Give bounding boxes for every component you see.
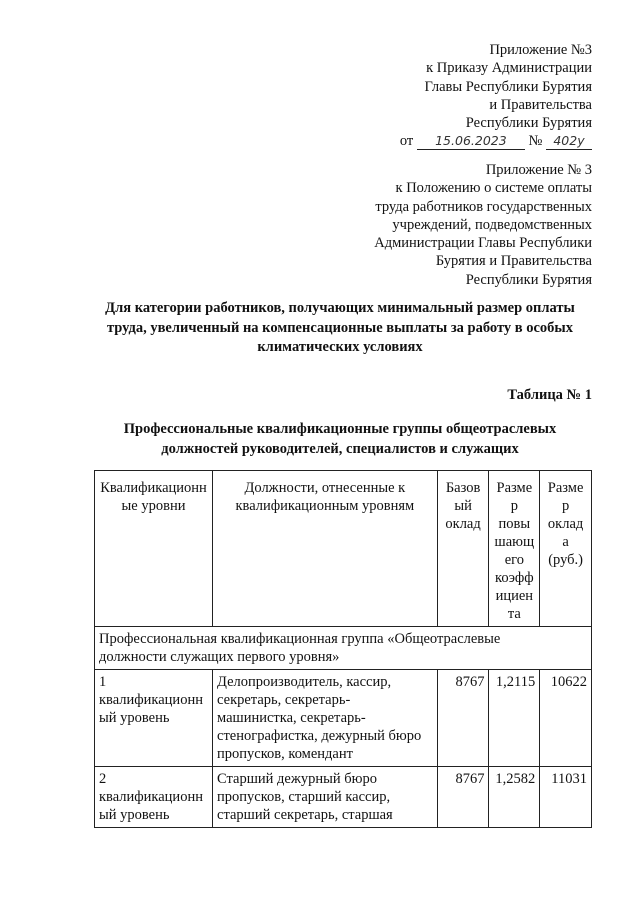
appendix-regulation-line: Республики Бурятия bbox=[465, 271, 592, 288]
row-positions-line: секретарь, секретарь- bbox=[217, 692, 351, 708]
appendix-regulation-line: Приложение № 3 bbox=[485, 162, 592, 178]
table-title bbox=[80, 420, 600, 459]
row-level bbox=[95, 670, 213, 767]
group-row bbox=[95, 627, 592, 670]
header-base-line: Базов bbox=[445, 480, 481, 496]
header-level-line: ые уровни bbox=[121, 498, 186, 514]
appendix-regulation-line: учреждений, подведомственных bbox=[392, 216, 592, 233]
table-label: Таблица № 1 bbox=[507, 387, 592, 403]
table-header-row bbox=[95, 471, 592, 627]
row-coefficient: 1,2115 bbox=[489, 670, 540, 767]
row-level-line: ый уровень bbox=[99, 710, 170, 726]
header-salary-line: р bbox=[561, 498, 570, 514]
header-coefficient bbox=[489, 471, 540, 627]
appendix-regulation-block bbox=[374, 161, 592, 289]
row-level-line: 1 bbox=[99, 674, 107, 690]
table-row bbox=[95, 670, 592, 767]
row-level-line: 2 bbox=[99, 771, 107, 787]
header-level-line: Квалификационн bbox=[100, 480, 207, 496]
number-prefix: № bbox=[528, 133, 543, 150]
handwritten-date: 15.06.2023 bbox=[417, 133, 525, 150]
row-level-line: квалификационн bbox=[99, 692, 203, 708]
header-salary-line: (руб.) bbox=[548, 552, 583, 568]
category-heading bbox=[80, 299, 600, 358]
row-base-salary: 8767 bbox=[437, 767, 489, 828]
table-row bbox=[95, 767, 592, 828]
header-salary-line: оклад bbox=[547, 516, 584, 532]
category-heading-line: климатических условиях bbox=[257, 339, 423, 355]
group-title-line: должности служащих первого уровня» bbox=[99, 649, 340, 665]
row-salary: 10622 bbox=[540, 670, 592, 767]
header-coef-line: та bbox=[507, 606, 521, 622]
header-base-line: оклад bbox=[445, 516, 481, 532]
header-base-salary bbox=[437, 471, 489, 627]
appendix-regulation-line: к Положению о системе оплаты bbox=[395, 180, 592, 197]
header-level bbox=[95, 471, 213, 627]
handwritten-number: 402у bbox=[546, 133, 592, 150]
category-heading-line: Для категории работников, получающих минимальный размер оплаты bbox=[105, 300, 575, 316]
header-coef-line: Разме bbox=[496, 480, 533, 496]
header-base-line: ый bbox=[454, 498, 472, 514]
appendix-regulation-line: труда работников государственных bbox=[375, 198, 592, 215]
row-positions-line: стенографистка, дежурный бюро bbox=[217, 728, 422, 744]
category-heading-line: труда, увеличенный на компенсационные выплаты за работу в особых bbox=[106, 319, 573, 336]
row-level bbox=[95, 767, 213, 828]
appendix-regulation-line: Администрации Главы Республики bbox=[374, 235, 592, 252]
appendix-order-line: к Приказу Администрации bbox=[426, 60, 592, 77]
row-positions-line: старший секретарь, старшая bbox=[217, 807, 393, 823]
row-positions-line: Старший дежурный бюро bbox=[217, 771, 377, 787]
group-title-line: Профессиональная квалификационная группа «Общеотраслевые bbox=[99, 631, 501, 647]
row-positions-line: машинистка, секретарь- bbox=[217, 710, 366, 726]
header-coef-line: шающ bbox=[494, 534, 535, 550]
group-title bbox=[95, 627, 592, 670]
appendix-order-line: Главы Республики Бурятия bbox=[424, 78, 592, 95]
header-salary-line: а bbox=[562, 534, 569, 550]
row-positions-line: пропусков, старший кассир, bbox=[217, 789, 391, 805]
appendix-order-line: и Правительства bbox=[489, 96, 592, 113]
header-coef-line: ициен bbox=[495, 588, 534, 604]
header-positions bbox=[213, 471, 438, 627]
header-coef-line: коэфф bbox=[495, 570, 534, 586]
date-prefix: от bbox=[399, 133, 414, 150]
header-positions-line: квалификационным уровням bbox=[235, 498, 415, 514]
appendix-regulation-line: Бурятия и Правительства bbox=[435, 253, 592, 270]
qualification-table bbox=[94, 470, 592, 828]
row-positions-line: Делопроизводитель, кассир, bbox=[217, 674, 392, 690]
row-coefficient: 1,2582 bbox=[489, 767, 540, 828]
appendix-order-line: Республики Бурятия bbox=[465, 115, 592, 132]
row-level-line: ый уровень bbox=[99, 807, 170, 823]
table-title-line: Профессиональные квалификационные группы общеотраслевых bbox=[123, 421, 557, 437]
order-date-line bbox=[400, 132, 592, 150]
row-positions bbox=[213, 670, 438, 767]
header-positions-line: Должности, отнесенные к bbox=[244, 480, 406, 496]
header-coef-line: повы bbox=[498, 516, 531, 532]
row-base-salary: 8767 bbox=[437, 670, 489, 767]
header-salary bbox=[540, 471, 592, 627]
row-salary: 11031 bbox=[540, 767, 592, 828]
table-title-line: должностей руководителей, специалистов и служащих bbox=[161, 440, 519, 457]
header-coef-line: р bbox=[510, 498, 518, 514]
header-salary-line: Разме bbox=[547, 480, 584, 496]
header-coef-line: его bbox=[504, 552, 524, 568]
row-positions-line: пропусков, комендант bbox=[217, 746, 353, 762]
appendix-order-line: Приложение №3 bbox=[489, 42, 592, 58]
appendix-order-block bbox=[400, 41, 592, 151]
row-positions bbox=[213, 767, 438, 828]
row-level-line: квалификационн bbox=[99, 789, 203, 805]
